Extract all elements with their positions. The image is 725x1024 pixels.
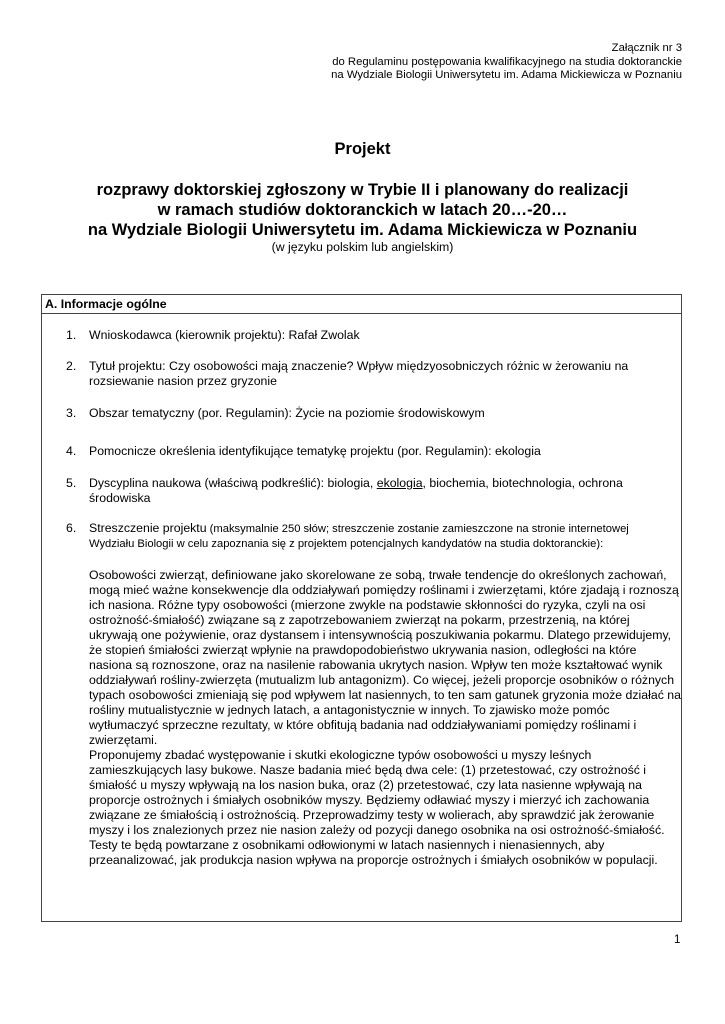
project-title-line-2: rozsiewanie nasion przez gryzonie <box>89 374 277 388</box>
section-heading: A. Informacje ogólne <box>45 297 167 311</box>
header-faculty: na Wydziale Biologii Uniwersytetu im. Adama Mickiewicza w Poznaniu <box>331 69 682 81</box>
item-number: 3. <box>66 406 77 420</box>
header-annex-number: Załącznik nr 3 <box>611 42 682 54</box>
selected-discipline: ekologia <box>376 476 423 490</box>
item-number: 5. <box>66 476 77 490</box>
general-information-section <box>41 294 682 922</box>
keywords-field: Pomocnicze określenia identyfikujące tematykę projektu (por. Regulamin): ekologia <box>89 444 541 458</box>
thematic-area-field: Obszar tematyczny (por. Regulamin): Życie na poziomie środowiskowym <box>89 406 485 420</box>
abstract-note-2: Wydziału Biologii w celu zapoznania się z projektem potencjalnych kandydatów na studia doktoranckie): <box>89 538 604 550</box>
discipline-field <box>89 476 679 506</box>
abstract-paragraph-1: Osobowości zwierząt, definiowane jako skorelowane ze sobą, trwałe tendencje do określonych zachowań, mogą mieć ważne konsekwencje dla oddziaływań pomiędzy roślinami i zwierzętami, które zjadają i roznoszą ich nasiona. Różne typy osobowości (mierzone zwykle na podstawie skłonności do ryzyka, czyli na osi ostrożność-śmiałość) związane są z zapotrzebowaniem zwierząt na pokarm, przestrzenią, na której ukrywają one pożywienie, oraz dystansem i intensywnością poszukiwania pokarmu. Dlatego przewidujemy, że stopień śmiałości zwierząt wpłynie na prawdopodobieństwo ukrywania nasion, odległości na które nasiona są roznoszone, oraz na nasilenie rabowania ukrytych nasion. Wpływ ten może kształtować wynik oddziaływań rośliny-zwierzęta (mutualizm lub antagonizm). Co więcej, jeżeli proporcje osobników o różnych typach osobowości zmieniają się pod wpływem lat nasiennych, to ten sam gatunek gryzonia może działać na rośliny mutualistycznie w jednych latach, a antagonistycznie w innych. To zjawisko może pomóc wytłumaczyć sprzeczne rezultaty, w które obfitują badania nad oddziaływaniami pomiędzy roślinami i zwierzętami. <box>89 568 681 747</box>
document-title: Projekt <box>334 140 391 158</box>
applicant-field: Wnioskodawca (kierownik projektu): Rafał Zwolak <box>89 328 360 342</box>
subtitle-line-3: na Wydziale Biologii Uniwersytetu im. Adama Mickiewicza w Poznaniu <box>87 221 638 239</box>
abstract-note-1: (maksymalnie 250 słów; streszczenie zostanie zamieszczone na stronie internetowej <box>206 523 629 535</box>
item-number: 1. <box>66 328 77 342</box>
project-title-field <box>89 359 679 389</box>
abstract-text <box>89 568 681 868</box>
discipline-prefix: Dyscyplina naukowa (właściwą podkreślić): biologia, <box>89 476 377 490</box>
page-number: 1 <box>674 934 681 946</box>
item-number: 6. <box>66 521 77 535</box>
item-number: 4. <box>66 444 77 458</box>
language-note: (w języku polskim lub angielskim) <box>271 240 454 254</box>
header-regulation-reference: do Regulaminu postępowania kwalifikacyjnego na studia doktoranckie <box>332 55 682 68</box>
abstract-heading-line-1 <box>89 521 679 537</box>
document-header <box>222 42 682 83</box>
document-subtitle <box>0 180 725 240</box>
abstract-paragraph-2: Proponujemy zbadać występowanie i skutki ekologiczne typów osobowości u myszy leśnych zamieszkujących lasy bukowe. Nasze badania mieć będą dwa cele: (1) przetestować, czy ostrożność i śmiałość u myszy wpływają na los nasion buka, oraz (2) przetestować, czy lata nasienne wpływają na proporcje ostrożnych i śmiałych osobników myszy. Będziemy odławiać myszy i mierzyć ich zachowania związane ze śmiałością i ostrożnością. Przeprowadzimy testy w wolierach, aby sprawdzić jak żerowanie myszy i los znalezionych przez nie nasion zależy od pozycji danego osobnika na osi ostrożność-śmiałość. Testy te będą powtarzane z osobnikami odłowionymi w latach nasiennych i nienasiennych, aby przeanalizować, jak produkcja nasion wpływa na proporcje ostrożnych i śmiałych osobników w populacji. <box>89 748 665 867</box>
discipline-line-1 <box>89 476 679 491</box>
discipline-line-2: środowiska <box>89 491 151 505</box>
item-number: 2. <box>66 359 77 373</box>
abstract-heading <box>89 521 679 552</box>
abstract-label: Streszczenie projektu <box>89 521 207 535</box>
subtitle-line-2: w ramach studiów doktoranckich w latach 20…-20… <box>157 201 568 219</box>
discipline-suffix: , biochemia, biotechnologia, ochrona <box>422 476 623 490</box>
subtitle-line-1: rozprawy doktorskiej zgłoszony w Trybie II i planowany do realizacji <box>96 181 629 199</box>
section-heading-row <box>42 295 681 314</box>
project-title-line-1: Tytuł projektu: Czy osobowości mają znaczenie? Wpływ międzyosobniczych różnic w żerowaniu na <box>89 359 629 373</box>
